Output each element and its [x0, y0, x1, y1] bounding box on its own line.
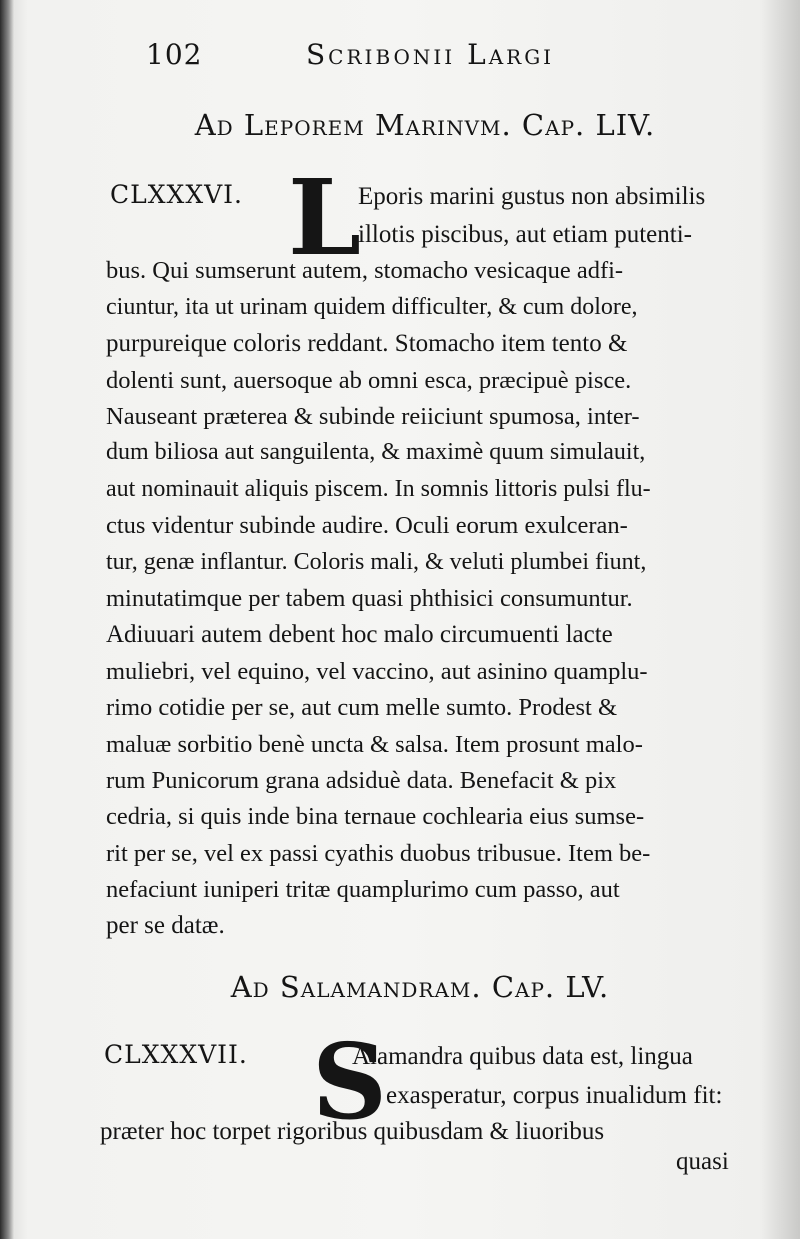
text-line: ctus videntur subinde audire. Oculi eorum exulceran- [106, 512, 628, 539]
drop-cap-s: S [312, 1020, 388, 1143]
running-title: Scribonii Largi [306, 38, 555, 71]
text-line: bus. Qui sumserunt autem, stomacho vesicaque adfi- [106, 257, 624, 284]
text-line: Alamandra quibus data est, lingua [352, 1043, 693, 1070]
text-line: præter hoc torpet rigoribus quibusdam & liuoribus [100, 1118, 605, 1145]
catchword: quasi [676, 1148, 729, 1175]
text-line: minutatimque per tabem quasi phthisici consumuntur. [106, 585, 633, 612]
text-line: exasperatur, corpus inualidum fit: [386, 1082, 723, 1109]
text-line: aut nominauit aliquis piscem. In somnis littoris pulsi flu- [106, 476, 651, 502]
paragraph-number-clxxxvi: CLXXXVI. [110, 180, 243, 209]
text-line: maluæ sorbitio benè uncta & salsa. Item prosunt malo- [106, 731, 643, 758]
text-line: rimo cotidie per se, aut cum melle sumto. Prodest & [106, 694, 617, 721]
text-line: per se datæ. [106, 912, 225, 939]
text-line: Nauseant præterea & subinde reiiciunt spumosa, inter- [106, 403, 640, 430]
text-line: dolenti sunt, auersoque ab omni esca, præcipuè pisce. [106, 367, 632, 394]
text-line: dum biliosa aut sanguilenta, & maximè quum simulauit, [106, 439, 646, 465]
text-line: muliebri, vel equino, vel vaccino, aut asinino quamplu- [106, 658, 648, 685]
text-line: nefaciunt iuniperi tritæ quamplurimo cum passo, aut [106, 876, 620, 903]
binding-gutter [0, 0, 14, 1239]
text-line: purpureique coloris reddant. Stomacho item tento & [106, 330, 628, 357]
drop-cap-l: L [288, 156, 362, 279]
text-line: rum Punicorum grana adsiduè data. Benefacit & pix [106, 767, 617, 794]
chapter-title-liv: Ad Leporem Marinvm. Cap. LIV. [194, 108, 656, 142]
text-line: Eporis marini gustus non absimilis [358, 183, 706, 210]
text-line: illotis piscibus, aut etiam putenti- [358, 221, 692, 248]
text-line: tur, genæ inflantur. Coloris mali, & veluti plumbei fiunt, [106, 549, 647, 575]
chapter-title-lv: Ad Salamandram. Cap. LV. [230, 970, 610, 1004]
paragraph-number-clxxxvii: CLXXXVII. [104, 1040, 248, 1069]
text-line: cedria, si quis inde bina ternaue cochlearia eius sumse- [106, 803, 645, 830]
text-line: rit per se, vel ex passi cyathis duobus tribusue. Item be- [106, 840, 651, 867]
text-line: Adiuuari autem debent hoc malo circumuenti lacte [106, 621, 613, 648]
page-header [140, 36, 780, 76]
page-number: 102 [146, 38, 203, 71]
text-line: ciuntur, ita ut urinam quidem difficulter, & cum dolore, [106, 294, 638, 320]
